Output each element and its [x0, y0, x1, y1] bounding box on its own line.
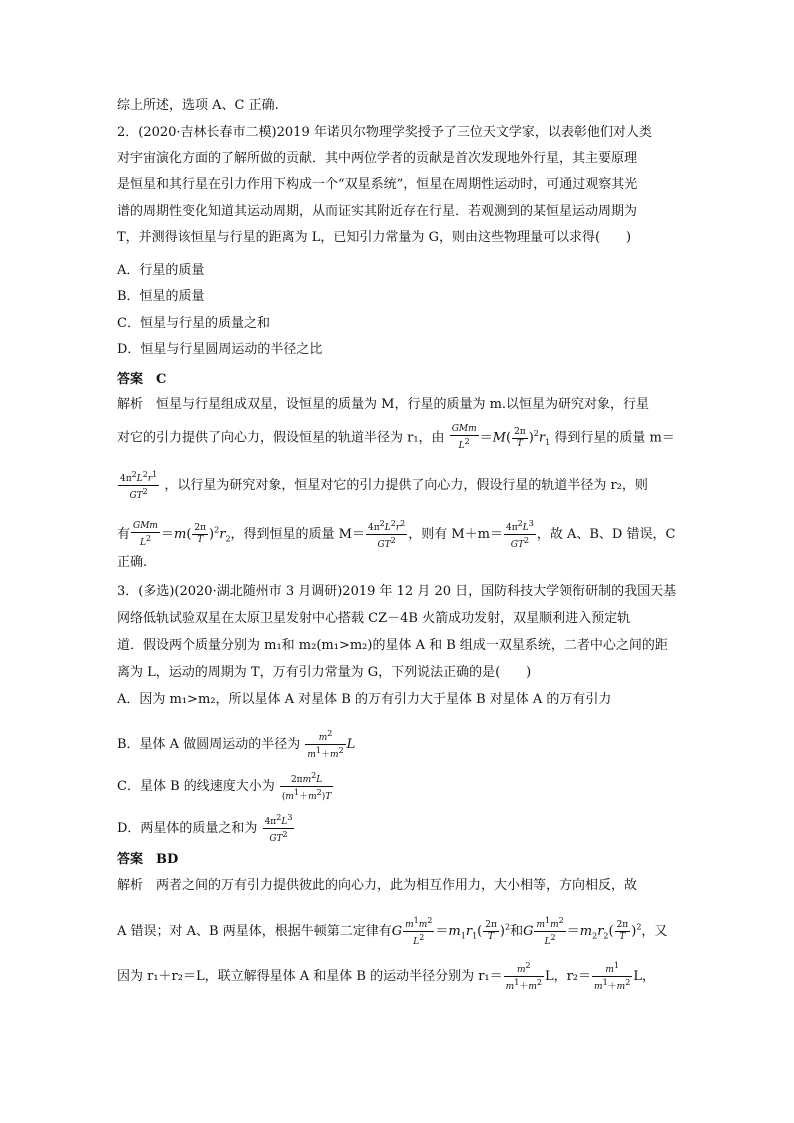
- option-d: D．恒星与行星圆周运动的半径之比: [117, 342, 323, 357]
- formula-fraction: $\frac{2\pi}{T}$: [485, 920, 497, 942]
- formula-fraction: $\frac{2\pi}{T}$: [514, 426, 526, 449]
- text-line: 网络低轨试验双星在太原卫星发射中心搭载 CZ－4B 火箭成功发射，双星顺利进入预定轨: [117, 611, 631, 626]
- formula-fraction: $\frac{m^2}{m^1+m^2}$: [307, 729, 344, 760]
- question-3-stem: 3．(多选)(2020·湖北随州市 3 月调研)2019 年 12 月 20 日，国防科技大学领衔研制的我国天基: [117, 584, 677, 599]
- formula-fraction: $\frac{\text{GMm}}{L^2}$: [133, 520, 158, 548]
- text-line: 综上所述，选项 A、C 正确.: [117, 98, 279, 113]
- text-line: 离为 L，运动的周期为 T，万有引力常量为 G，下列说法正确的是( ): [117, 665, 532, 680]
- formula-fraction: $\frac{\text{GMm}}{L^2}$: [451, 424, 477, 451]
- text-line: 对宇宙演化方面的了解所做的贡献．其中两位学者的贡献是首次发现地外行星，其主要原理: [117, 151, 638, 166]
- answer-label: 答案 BD: [117, 852, 179, 867]
- formula-fraction: $\frac{4\pi^2L^3}{GT^2}$: [264, 813, 293, 844]
- formula-fraction: $\frac{4\pi^2L^3}{GT^2}$: [506, 519, 534, 550]
- analysis-line: 解析 恒星与行星组成双星，设恒星的质量为 M，行星的质量为 m.以恒星为研究对象，行星: [117, 397, 650, 412]
- formula-fraction: $\frac{m^1}{m^1+m^2}$: [594, 961, 631, 992]
- analysis-line: 有 $\frac{\text{GMm}}{L^2}$ ＝m( $\frac{2\pi}{T}$ )$^2r_2$，得到恒星的质量 M＝ $\frac{4\pi^2L^2r^2}{GT^2}$ ，则有 M＋m＝ $\frac{4\pi^2L^3}{GT^2}$ ，故 A、B、D 错误，C: [117, 519, 676, 550]
- text-line: 是恒星和其行星在引力作用下构成一个“双星系统”，恒星在周期性运动时，可通过观察其光: [117, 177, 638, 192]
- text-line: 谱的周期性变化知道其运动周期，从而证实其附近存在行星．若观测到的某恒星运动周期为: [117, 204, 638, 219]
- text-line: 正确.: [117, 555, 148, 570]
- formula-fraction: $\frac{2\pi}{T}$: [616, 920, 629, 942]
- option-c: C．恒星与行星的质量之和: [117, 316, 270, 331]
- formula-fraction: $\frac{2\pi m^2L}{(m^1+m^2)T}$: [281, 771, 332, 802]
- answer-label: 答案 C: [117, 372, 167, 387]
- text-line: T，并测得该恒星与行星的距离为 L，已知引力常量为 G，则由这些物理量可以求得( ): [117, 230, 632, 245]
- analysis-line: 因为 r₁＋r₂＝L，联立解得星体 A 和星体 B 的运动半径分别为 r₁＝ $\frac{m^2}{m^1+m^2}$ L，r₂＝ $\frac{m^1}{m^1+m^2}$ L，: [117, 961, 655, 992]
- formula-fraction: $\frac{2\pi}{T}$: [194, 523, 207, 545]
- formula-fraction: $\frac{4\pi^2L^2r^1}{GT^2}$: [120, 470, 158, 501]
- analysis-line: A 错误；对 A、B 两星体，根据牛顿第二定律有G $\frac{m^1m^2}{L^2}$ $=m_1r_1$( $\frac{2\pi}{T}$ )$^2$和G $\frac{m^1m^2}{L^2}$ $=m_2r_2$( $\frac{2\pi}{T}$ )$^2$，又: [117, 916, 668, 947]
- option-b: B．恒星的质量: [117, 289, 205, 304]
- formula-fraction: $\frac{m^2}{m^1+m^2}$: [505, 961, 542, 992]
- formula-fraction: $\frac{m^1m^2}{L^2}$: [536, 916, 564, 947]
- option-a: A．因为 m₁>m₂，所以星体 A 对星体 B 的万有引力大于星体 B 对星体 A 的万有引力: [117, 692, 612, 707]
- option-b: B．星体 A 做圆周运动的半径为 $\frac{m^2}{m^1+m^2}$ L: [117, 729, 356, 760]
- analysis-line: 解析 两者之间的万有引力提供彼此的向心力，此为相互作用力，大小相等，方向相反，故: [117, 878, 638, 893]
- analysis-line: $\frac{4\pi^2L^2r^1}{GT^2}$ ，以行星为研究对象，恒星对它的引力提供了向心力，假设行星的轨道半径为 r₂，则: [120, 470, 648, 501]
- formula-fraction: $\frac{4\pi^2L^2r^2}{GT^2}$: [367, 519, 406, 550]
- option-a: A．行星的质量: [117, 263, 205, 278]
- option-c: C．星体 B 的线速度大小为 $\frac{2\pi m^2L}{(m^1+m^2)T}$: [117, 771, 332, 802]
- analysis-line: 对它的引力提供了向心力，假设恒星的轨道半径为 r₁，由 $\frac{\text{GMm}}{L^2}$ ＝M( $\frac{2\pi}{T}$ )$^2r_1$ 得到行星的质量 m＝: [117, 424, 675, 451]
- text-line: 道．假设两个质量分别为 m₁和 m₂(m₁>m₂)的星体 A 和 B 组成一双星系统，二者中心之间的距: [117, 638, 668, 653]
- question-2-stem: 2．(2020·吉林长春市二模)2019 年诺贝尔物理学奖授予了三位天文学家，以表彰他们对人类: [117, 125, 652, 140]
- option-d: D．两星体的质量之和为 $\frac{4\pi^2L^3}{GT^2}$: [117, 813, 293, 844]
- formula-fraction: $\frac{m^1m^2}{L^2}$: [405, 916, 433, 947]
